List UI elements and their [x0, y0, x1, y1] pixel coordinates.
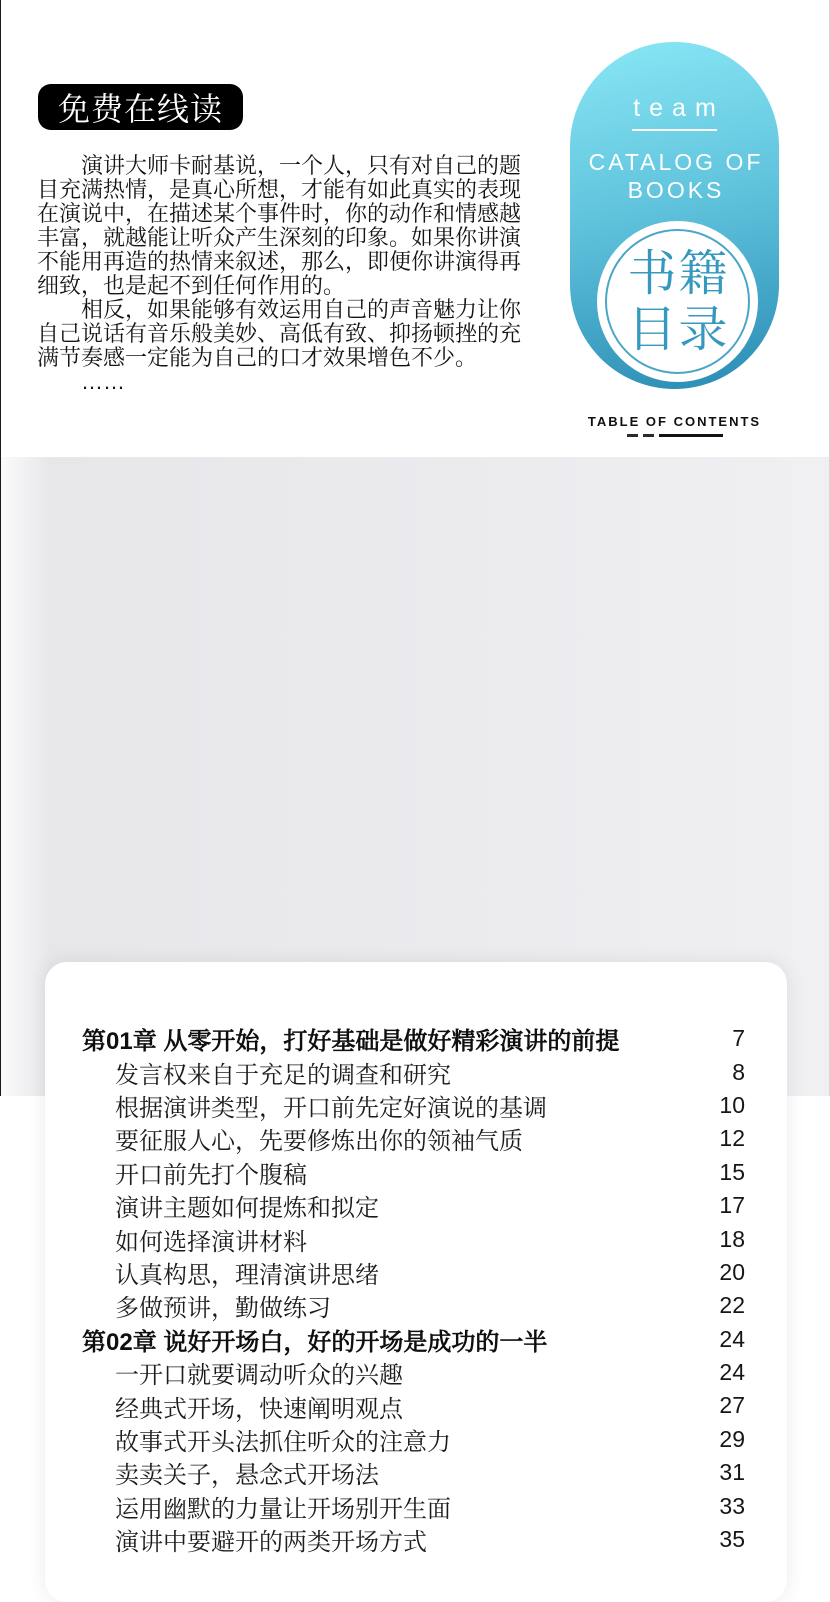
toc-item-label: 开口前先打个腹稿 — [115, 1161, 307, 1189]
toc-row — [82, 1256, 745, 1289]
dash-decoration — [643, 434, 654, 437]
toc-row — [82, 1456, 745, 1489]
toc-item-page: 17 — [719, 1192, 745, 1219]
toc-item-label: 多做预讲，勤做练习 — [115, 1295, 331, 1323]
free-read-label: 免费在线读 — [57, 91, 223, 127]
excerpt-line: 在演说中，在描述某个事件时，你的动作和情感越 — [37, 201, 522, 226]
toc-row — [82, 1055, 745, 1088]
toc-item-page: 7 — [732, 1025, 745, 1052]
toc-item-label: 经典式开场，快速阐明观点 — [115, 1395, 403, 1423]
toc-item-page: 35 — [719, 1526, 745, 1553]
toc-item-page: 22 — [719, 1292, 745, 1319]
toc-item-page: 12 — [719, 1125, 745, 1152]
team-underline-decoration — [632, 129, 717, 131]
toc-row — [82, 1122, 745, 1155]
toc-item-page: 24 — [719, 1325, 745, 1352]
free-read-badge — [38, 84, 243, 130]
toc-item-label: 演讲中要避开的两类开场方式 — [115, 1529, 427, 1557]
dash-decoration — [659, 434, 723, 437]
table-of-contents-caption: TABLE OF CONTENTS — [587, 414, 762, 429]
catalog-circle-line2: 目录 — [627, 302, 730, 357]
books-label: BOOKS — [627, 177, 725, 203]
toc-caption-dashes — [570, 434, 779, 437]
toc-list — [45, 962, 787, 1556]
excerpt-line: …… — [37, 369, 126, 394]
page-left-border — [0, 0, 1, 1096]
excerpt-line: 不能用再造的热情来叙述，那么，即便你讲演得再 — [37, 249, 522, 274]
toc-row — [82, 1222, 745, 1255]
toc-item-label: 发言权来自于充足的调查和研究 — [115, 1061, 451, 1089]
toc-item-label: 故事式开头法抓住听众的注意力 — [115, 1428, 451, 1456]
toc-item-page: 29 — [719, 1425, 745, 1452]
toc-item-label: 根据演讲类型，开口前先定好演说的基调 — [115, 1094, 547, 1122]
toc-row — [82, 1356, 745, 1389]
toc-item-page: 10 — [719, 1091, 745, 1118]
toc-row — [82, 1089, 745, 1122]
toc-item-label: 要征服人心，先要修炼出你的领袖气质 — [115, 1128, 523, 1156]
toc-row — [82, 1389, 745, 1422]
toc-row — [82, 1489, 745, 1522]
excerpt-line: 丰富，就越能让听众产生深刻的印象。如果你讲演 — [37, 225, 522, 250]
toc-row — [82, 1189, 745, 1222]
catalog-circle-ring — [605, 229, 750, 374]
toc-item-label: 认真构思，理清演讲思绪 — [115, 1261, 379, 1289]
toc-item-label: 运用幽默的力量让开场别开生面 — [115, 1495, 451, 1523]
catalog-of-label: CATALOG OF — [588, 149, 764, 175]
toc-row — [82, 1423, 745, 1456]
excerpt-line: 目充满热情，是真心所想，才能有如此真实的表现 — [37, 177, 522, 202]
toc-item-page: 15 — [719, 1158, 745, 1185]
toc-item-page: 27 — [719, 1392, 745, 1419]
toc-item-page: 33 — [719, 1492, 745, 1519]
excerpt-line: 自己说话有音乐般美妙、高低有致、抑扬顿挫的充 — [37, 321, 522, 346]
toc-row — [82, 1289, 745, 1322]
toc-item-page: 8 — [732, 1058, 745, 1085]
toc-item-page: 20 — [719, 1258, 745, 1285]
toc-row — [82, 1156, 745, 1189]
toc-item-page: 31 — [719, 1459, 745, 1486]
book-excerpt — [37, 154, 529, 394]
toc-section-background — [0, 457, 830, 1557]
book-catalog-badge — [570, 42, 779, 389]
catalog-circle — [597, 221, 758, 382]
toc-item-label: 第02章 说好开场白，好的开场是成功的一半 — [82, 1328, 548, 1356]
toc-item-label: 如何选择演讲材料 — [115, 1228, 307, 1256]
toc-item-page: 18 — [719, 1225, 745, 1252]
toc-item-label: 第01章 从零开始，打好基础是做好精彩演讲的前提 — [82, 1028, 620, 1056]
toc-row — [82, 1022, 745, 1055]
toc-row — [82, 1323, 745, 1356]
excerpt-line: 演讲大师卡耐基说，一个人，只有对自己的题 — [37, 153, 522, 178]
excerpt-line: 满节奏感一定能为自己的口才效果增色不少。 — [37, 345, 478, 370]
toc-item-page: 24 — [719, 1359, 745, 1386]
toc-item-label: 一开口就要调动听众的兴趣 — [115, 1362, 403, 1390]
excerpt-line: 细致，也是起不到任何作用的。 — [37, 273, 346, 298]
toc-item-label: 演讲主题如何提炼和拟定 — [115, 1195, 379, 1223]
dash-decoration — [627, 434, 638, 437]
team-label: team — [633, 94, 725, 122]
toc-card — [45, 962, 787, 1602]
toc-row — [82, 1523, 745, 1556]
excerpt-line: 相反，如果能够有效运用自己的声音魅力让你 — [37, 297, 522, 322]
catalog-circle-line1: 书籍 — [627, 246, 730, 301]
toc-item-label: 卖卖关子，悬念式开场法 — [115, 1462, 379, 1490]
